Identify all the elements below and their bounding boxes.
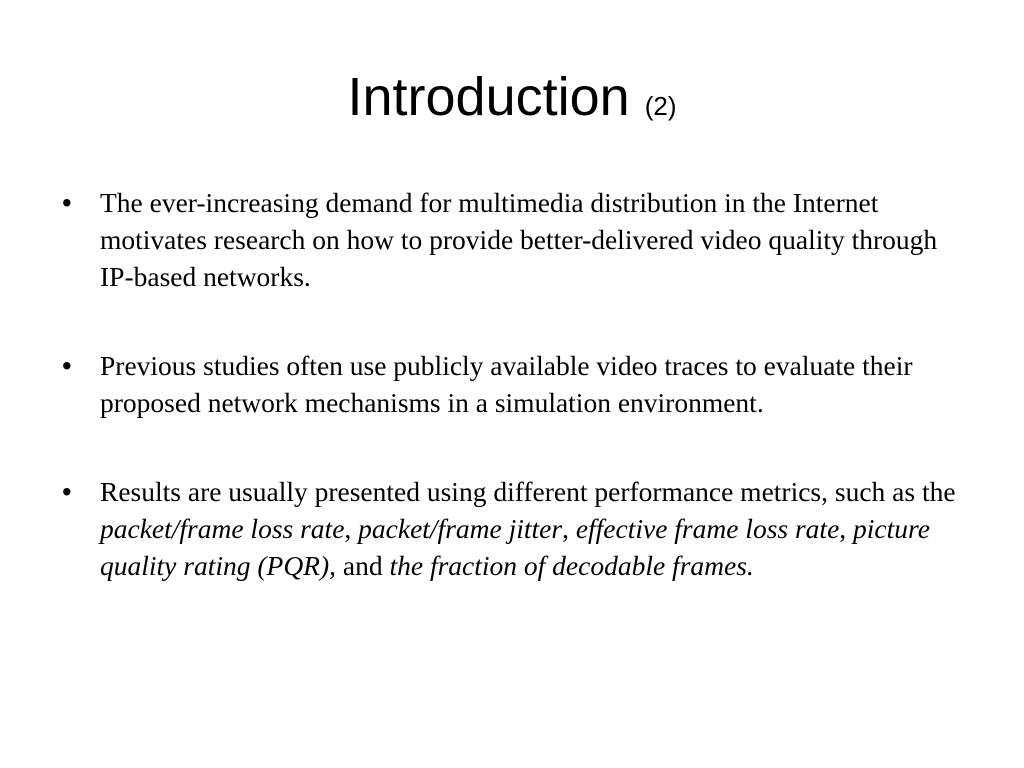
bullet-icon: • bbox=[62, 476, 72, 507]
bullet-item-2 bbox=[62, 347, 962, 421]
slide-title-suffix: (2) bbox=[644, 91, 677, 121]
metric-packet-frame-jitter: packet/frame jitter bbox=[358, 513, 563, 544]
bullet-text-2: Previous studies often use publicly available video traces to evaluate their proposed network mechanisms in a simulation environment. bbox=[100, 350, 913, 418]
metric-picture-quality-rating: picture quality rating (PQR), bbox=[100, 513, 930, 581]
metric-packet-frame-loss-rate: packet/frame loss rate bbox=[100, 513, 345, 544]
metric-effective-frame-loss-rate: effective frame loss rate bbox=[575, 513, 840, 544]
bullet-icon: • bbox=[62, 350, 72, 381]
metric-fraction-of-decodable-frames: the fraction of decodable frames. bbox=[389, 550, 754, 581]
bullet-text-1: The ever-increasing demand for multimedia distribution in the Internet motivates research on how to provide better-delivered video quality through IP-based networks. bbox=[100, 187, 938, 292]
bullet-text-3-part-3: , bbox=[562, 513, 576, 544]
bullet-item-1 bbox=[62, 184, 962, 295]
bullet-text-3-part-2: , bbox=[344, 513, 359, 544]
bullet-text-3-part-5: and bbox=[336, 550, 390, 581]
bullet-list bbox=[62, 184, 962, 636]
slide-title bbox=[0, 62, 1024, 141]
slide-title-text: Introduction bbox=[347, 67, 630, 127]
bullet-text-3-part-1: Results are usually presented using different performance metrics, such as the bbox=[100, 476, 956, 507]
bullet-icon: • bbox=[62, 187, 72, 218]
bullet-text-3-part-4: , bbox=[839, 513, 854, 544]
bullet-item-3 bbox=[62, 473, 962, 584]
